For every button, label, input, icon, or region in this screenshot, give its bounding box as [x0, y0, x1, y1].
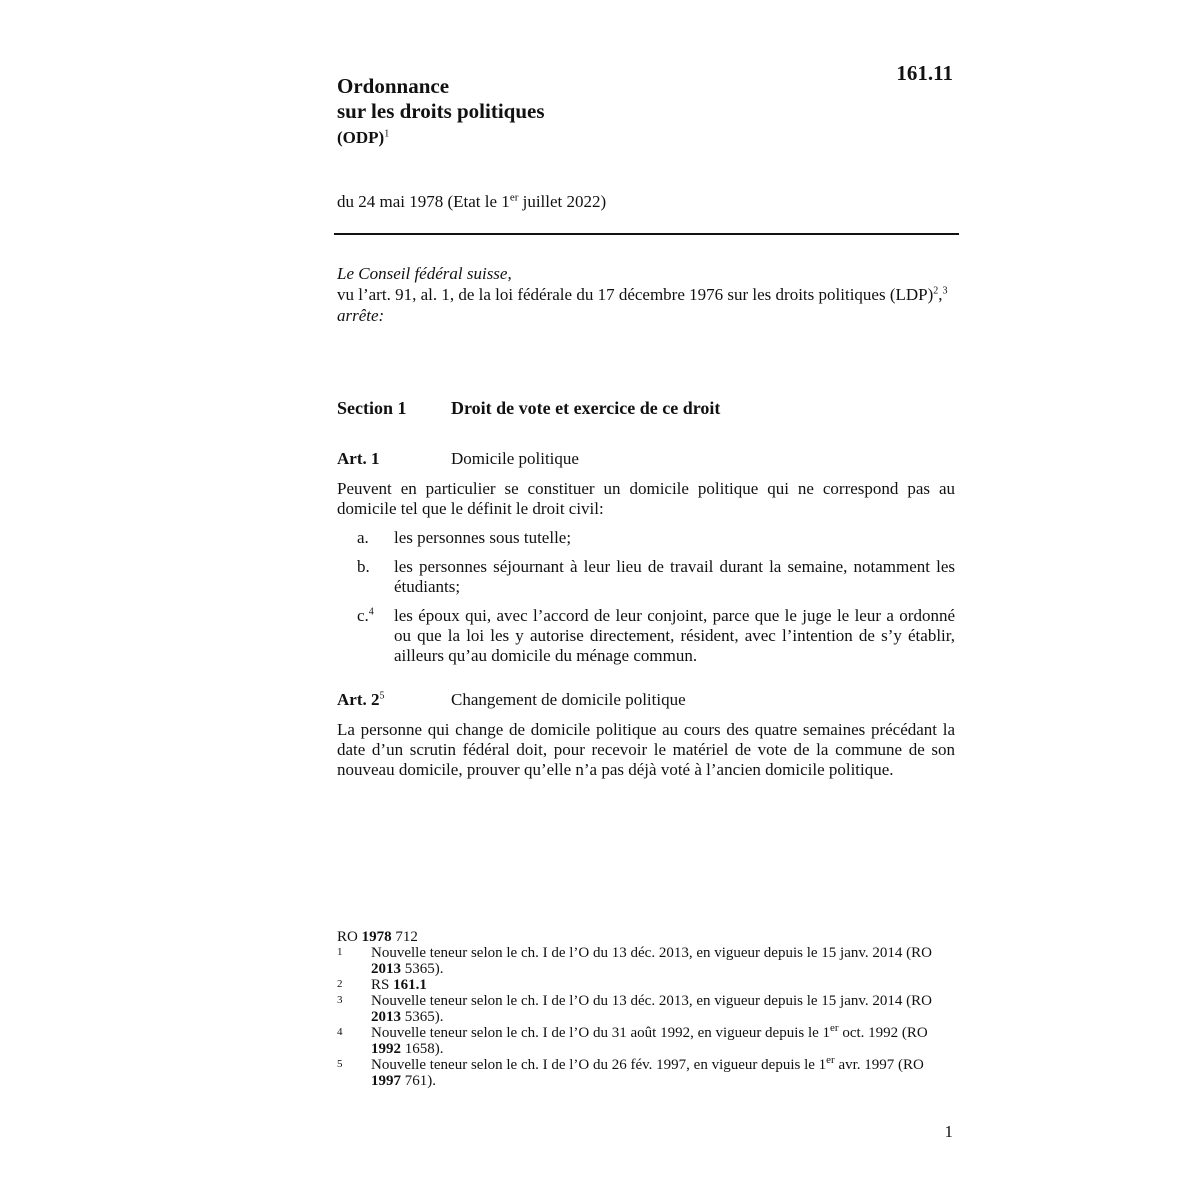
footnotes [337, 929, 955, 1089]
footnote-ro-year: 2013 [371, 1009, 401, 1025]
list-item-text: les époux qui, avec l’accord de leur conjoint, parce que le juge le leur a ordonné ou que la loi les y autorise directement, résident, avec l’intention de s’y établir, ailleurs qu’au domicile du ménage commun. [394, 606, 955, 665]
ro-prefix: RO [337, 929, 362, 945]
footnote-mark: 3 [337, 994, 343, 1006]
footnote-ref-1[interactable]: 1 [384, 128, 390, 140]
article-2-title: Changement de domicile politique [451, 690, 686, 709]
list-letter-b: b. [357, 557, 370, 576]
footnote-text-end: 5365). [401, 961, 444, 977]
list-letter-a: a. [357, 528, 369, 547]
footnote-text [371, 1054, 955, 1089]
header-divider [334, 233, 959, 235]
footnote-text-end: 1658). [401, 1041, 444, 1057]
footnote-text-part: Nouvelle teneur selon le ch. I de l’O du 13 déc. 2013, en vigueur depuis le 15 janv. 2014 (RO [371, 945, 932, 961]
section-1-title: Droit de vote et exercice de ce droit [451, 398, 721, 418]
list-item-letter [337, 606, 394, 666]
footnote-ref-3[interactable]: 3 [942, 285, 948, 297]
sr-number: 161.11 [896, 61, 953, 85]
footnote-item [337, 1054, 955, 1089]
footnote-mark: 5 [337, 1058, 343, 1070]
footnote-item [337, 1022, 955, 1057]
list-item [337, 528, 955, 548]
footnote-ro-year: 1992 [371, 1041, 401, 1057]
footnote-text-part: avr. 1997 (RO [834, 1057, 924, 1073]
footnote-item [337, 977, 955, 993]
list-item-letter [337, 528, 394, 548]
date-superscript: er [509, 191, 519, 204]
preamble-basis-sep: , [938, 285, 943, 304]
page-number: 1 [944, 1122, 953, 1141]
footnote-mark: 4 [337, 1026, 343, 1038]
date-end: juillet 2022) [518, 192, 607, 211]
title-line-2: sur les droits politiques [337, 99, 545, 123]
article-2-text: La personne qui change de domicile politique au cours des quatre semaines précédant la date d’un scrutin fédéral doit, pour recevoir le matériel de vote de la commune de son nouveau domicile, prouver qu’elle n’a pas déjà voté à l’ancien domicile politique. [337, 720, 955, 779]
list-item-text: les personnes sous tutelle; [394, 528, 572, 547]
footnote-mark: 2 [337, 978, 343, 990]
ro-year: 1978 [361, 929, 392, 945]
footnote-superscript: er [826, 1054, 835, 1066]
footnote-ro-year: 2013 [371, 961, 401, 977]
footnote-ref-2[interactable]: 2 [933, 285, 939, 297]
preamble-decree: arrête: [337, 306, 385, 325]
footnote-text-end: 761). [401, 1073, 436, 1089]
footnote-text-part: oct. 1992 (RO [838, 1025, 928, 1041]
date-text: du 24 mai 1978 (Etat le 1 [337, 192, 510, 211]
preamble [337, 263, 955, 326]
footnote-text-part: Nouvelle teneur selon le ch. I de l’O du 26 fév. 1997, en vigueur depuis le 1 [371, 1057, 827, 1073]
article-1-intro: Peuvent en particulier se constituer un domicile politique qui ne correspond pas au domicile tel que le définit le droit civil: [337, 479, 955, 518]
section-1-heading [337, 398, 720, 419]
footnote-text-end: 5365). [401, 1009, 444, 1025]
ro-page: 712 [391, 929, 418, 945]
article-2-label-text: Art. 2 [337, 690, 380, 709]
preamble-authority: Le Conseil fédéral suisse, [337, 264, 512, 283]
footnote-item [337, 993, 955, 1025]
article-2-label [337, 690, 451, 710]
footnote-ro-year: 1997 [371, 1073, 401, 1089]
footnote-ro-line [337, 929, 955, 945]
footnote-text-part: Nouvelle teneur selon le ch. I de l’O du 13 déc. 2013, en vigueur depuis le 15 janv. 2014 (RO [371, 993, 932, 1009]
section-1-label: Section 1 [337, 398, 407, 418]
list-letter-c: c. [357, 606, 369, 625]
article-2-heading [337, 690, 955, 710]
article-1-label: Art. 1 [337, 449, 380, 468]
preamble-basis-text: vu l’art. 91, al. 1, de la loi fédérale du 17 décembre 1976 sur les droits politiques (LDP) [337, 285, 934, 304]
document-date [337, 192, 606, 212]
footnote-text [371, 977, 427, 993]
footnote-text [371, 945, 955, 977]
preamble-basis [337, 284, 955, 305]
footnote-ref-5[interactable]: 5 [379, 690, 385, 702]
footnote-text [371, 1022, 955, 1057]
footnote-text [371, 993, 955, 1025]
footnote-mark: 1 [337, 946, 343, 958]
article-1-title: Domicile politique [451, 449, 579, 468]
document-title [337, 74, 545, 152]
document-page [337, 58, 959, 1158]
title-abbreviation [337, 124, 545, 152]
footnote-item [337, 945, 955, 977]
article-1-list [337, 528, 955, 666]
footnote-ref-4[interactable]: 4 [368, 606, 374, 618]
footnote-text-part: RS [371, 977, 394, 993]
list-item [337, 606, 955, 666]
list-item-letter [337, 557, 394, 597]
list-item [337, 557, 955, 597]
article-1 [337, 449, 955, 675]
article-2 [337, 690, 955, 780]
footnote-text-part: Nouvelle teneur selon le ch. I de l’O du 31 août 1992, en vigueur depuis le 1 [371, 1025, 831, 1041]
list-item-text: les personnes séjournant à leur lieu de travail durant la semaine, notamment les étudiants; [394, 557, 955, 596]
footnote-rs-number: 161.1 [393, 977, 427, 993]
footnote-superscript: er [830, 1022, 839, 1034]
title-line-1: Ordonnance [337, 74, 450, 98]
article-1-heading [337, 449, 955, 469]
abbreviation-text: (ODP) [337, 128, 385, 147]
